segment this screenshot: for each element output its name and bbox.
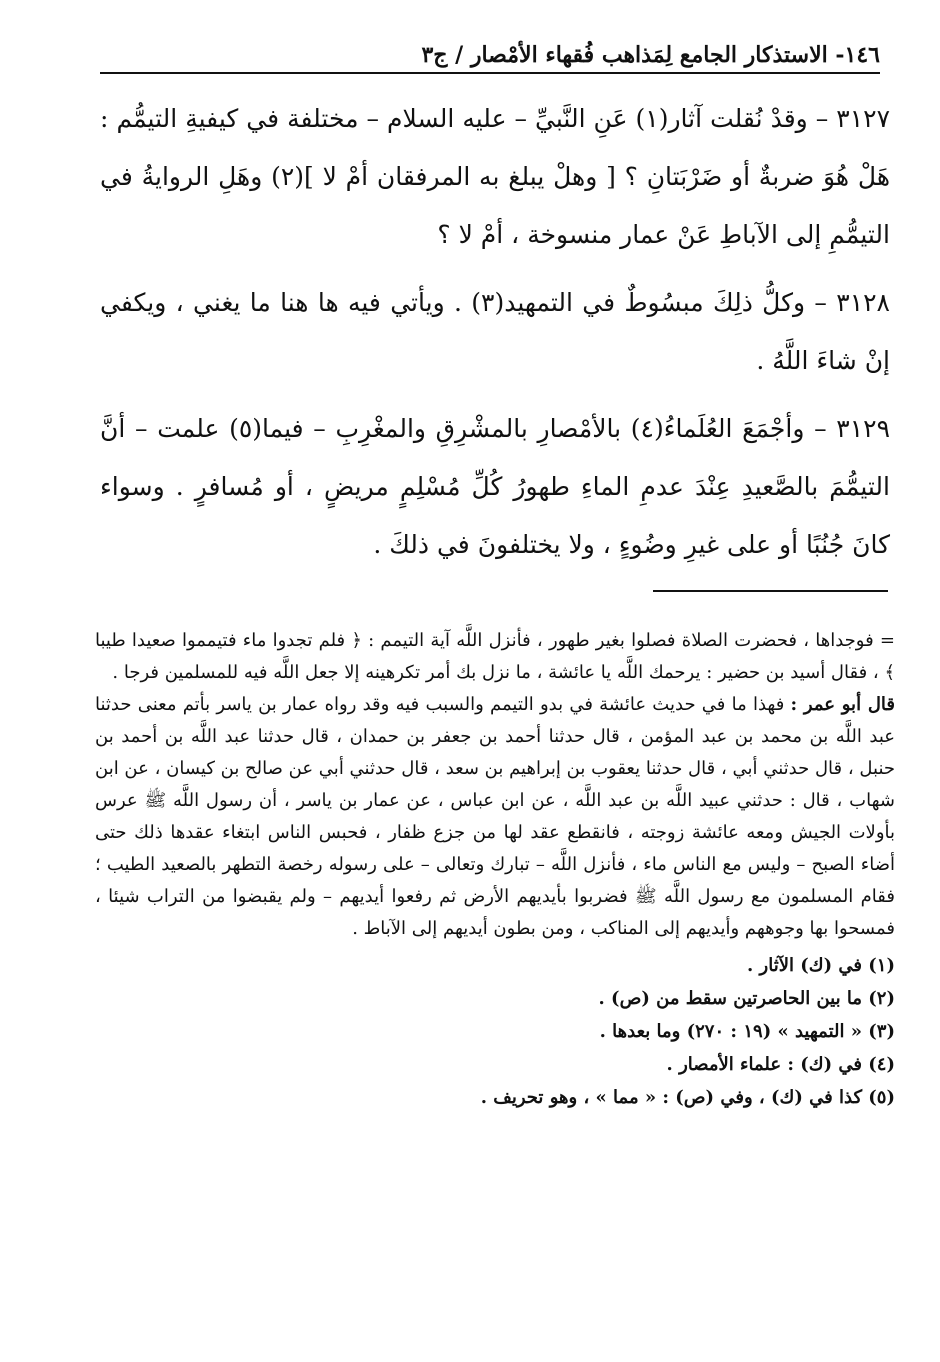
- footnote-2: (٢) ما بين الحاصرتين سقط من (ص) .: [598, 988, 895, 1009]
- paragraph-3127: ٣١٢٧ – وقدْ نُقلت آثار(١) عَنِ النَّبيِّ – عليه السلام – مختلفة في كيفيةِ التيمُّم : هَلْ هُوَ ضربةٌ أو ضَرْبَتانِ ؟ [ وهلْ يبلغ به المرفقان أمْ لا ](٢) وهَلِ الروايةُ في التيمُّمِ إلى الآباطِ عَنْ عمار منسوخة ، أمْ لا ؟: [100, 104, 890, 249]
- footnote-5: (٥) كذا في (ك) ، وفي (ص) : « مما » ، وهو تحريف .: [480, 1087, 895, 1108]
- footnote-separator: [653, 590, 888, 592]
- main-text: [100, 90, 890, 584]
- footnote-list: [95, 949, 895, 1114]
- footnote-1: (١) في (ك) الآثار .: [747, 955, 895, 976]
- paragraph-3128: ٣١٢٨ – وكلُّ ذلِكَ مبسُوطٌ في التمهيد(٣) . ويأتي فيه ها هنا ما يغني ، ويكفي إنْ شاءَ اللَّهُ .: [100, 288, 890, 375]
- running-head-text: ١٤٦- الاستذكار الجامع لِمَذاهب فُقهاء الأمْصار / ج٣: [421, 42, 880, 72]
- footnote-3: (٣) « التمهيد » (١٩ : ٢٧٠) وما بعدها .: [599, 1021, 895, 1042]
- paragraph-3129: ٣١٢٩ – وأجْمَعَ العُلَماءُ(٤) بالأمْصارِ بالمشْرِقِ والمغْرِبِ – فيما(٥) علمت – أنَّ التيمُّمَ بالصَّعيدِ عِنْدَ عدمِ الماءِ طهورُ كُلِّ مُسْلِمٍ مريضٍ ، أو مُسافرٍ . وسواء كانَ جُنُبًا أو على غيرِ وضُوءٍ ، ولا يختلفونَ في ذلكَ .: [100, 414, 890, 559]
- footnote-4: (٤) في (ك) : علماء الأمصار .: [666, 1054, 895, 1075]
- abu-omar-text: فهذا ما في حديث عائشة في بدو التيمم والسبب فيه وقد رواه عمار بن ياسر بأتم معنى حدثنا عبد اللَّه بن محمد بن عبد المؤمن ، قال حدثنا أحمد بن جعفر بن حمدان ، قال حدثنا عبد اللَّه بن أحمد بن حنبل ، قال حدثني أبي ، قال حدثنا يعقوب بن إبراهيم بن سعد ، قال حدثني أبي عن صالح بن كيسان ، عن ابن شهاب ، قال : حدثني عبيد اللَّه بن عبد اللَّه ، عن ابن عباس ، عن عمار بن ياسر ، أن رسول اللَّه ﷺ عرس بأولات الجيش ومعه عائشة زوجته ، فانقطع عقد لها من جزع ظفار ، فحبس الناس ابتغاء عقدها ذلك حتى أضاء الصبح – وليس مع الناس ماء ، فأنزل اللَّه – تبارك وتعالى – على رسوله رخصة التطهر بالصعيد الطيب ؛ فقام المسلمون مع رسول اللَّه ﷺ فضربوا بأيديهم الأرض ثم رفعوا أيديهم – ولم يقبضوا من التراب شيئا ، فمسحوا بها وجوههم وأيديهم إلى المناكب ، ومن بطون أيديهم إلى الآباط .: [95, 694, 896, 939]
- abu-omar-note: [95, 689, 895, 945]
- footnote-continuation: = فوجداها ، فحضرت الصلاة فصلوا بغير طهور ، فأنزل اللَّه آية التيمم : ﴿ فلم تجدوا ماء فتيمموا صعيدا طيبا ﴾ ، فقال أسيد بن حضير : يرحمك اللَّه يا عائشة ، ما نزل بك أمر تكرهينه إلا جعل اللَّه فيه للمسلمين فرجا .: [95, 630, 895, 683]
- running-header: [100, 38, 880, 74]
- abu-omar-label: قال أبو عمر :: [790, 694, 895, 715]
- footnotes-area: [95, 625, 895, 1114]
